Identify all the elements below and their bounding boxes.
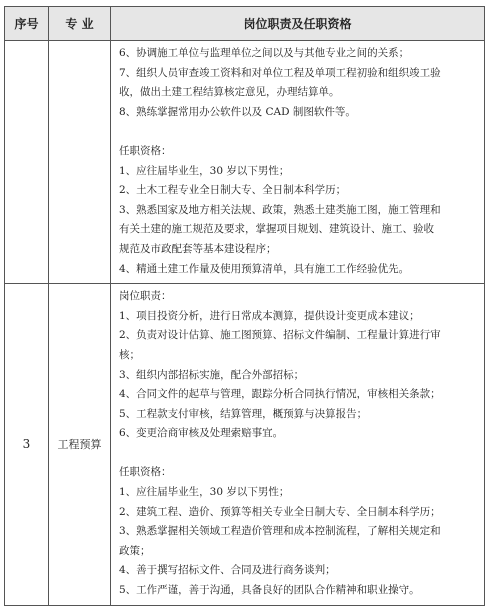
blank-line <box>119 122 478 142</box>
row1-major-cell <box>49 41 111 284</box>
text-line: 任职资格： <box>119 144 172 157</box>
row1-content-cell <box>111 41 485 284</box>
text-line: 收，做出土建工程结算核定意见，办理结算单。 <box>119 86 340 99</box>
text-line: 岗位职责： <box>119 290 172 303</box>
text-line: 6、变更洽商审核及处理索赔事宜。 <box>119 427 284 440</box>
text-line: 5、工作严谨，善于沟通，具备良好的团队合作精神和职业操守。 <box>119 584 420 597</box>
text-line: 4、合同文件的起草与管理，跟踪分析合同执行情况，审核相关条款； <box>119 388 441 401</box>
text-line: 3、组织内部招标实施，配合外部招标； <box>119 368 305 381</box>
text-line: 5、工程款支付审核，结算管理，概预算与决算报告； <box>119 407 368 420</box>
text-line: 3、熟悉掌握相关领域工程造价管理和成本控制流程，了解相关规定和 <box>119 525 441 538</box>
text-line: 4、精通土建工作量及使用预算清单，具有施工工作经验优先。 <box>119 262 410 275</box>
text-line: 2、土木工程专业全日制大专、全日制本科学历； <box>119 184 347 197</box>
text-line: 6、协调施工单位与监理单位之间以及与其他专业之间的关系； <box>119 47 410 59</box>
row2-major-cell: 工程预算 <box>49 284 111 606</box>
text-line: 政策； <box>119 544 151 557</box>
table-header-row <box>5 7 485 41</box>
text-line: 3、熟悉国家及地方相关法规、政策，熟悉土建类施工图，施工管理和 <box>119 203 441 216</box>
text-line: 4、善于撰写招标文件、合同及进行商务谈判； <box>119 564 336 577</box>
header-number: 序号 <box>5 7 49 41</box>
table-row <box>5 41 485 284</box>
text-line: 核； <box>119 348 140 361</box>
text-line: 1、应往届毕业生，30 岁以下男性； <box>119 164 290 177</box>
text-line: 2、负责对设计估算、施工图预算、招标文件编制、工程量计算进行审 <box>119 329 441 342</box>
text-line: 有关土建的施工规范及要求，掌握项目规划、建筑设计、施工、验收 <box>119 223 434 236</box>
header-major: 专 业 <box>49 7 111 41</box>
job-requirements-table <box>4 6 485 606</box>
header-duties: 岗位职责及任职资格 <box>111 7 485 41</box>
text-line: 7、组织人员审查竣工资料和对单位工程及单项工程初验和组织竣工验 <box>119 66 441 79</box>
row2-number-cell: 3 <box>5 284 49 606</box>
text-line: 1、应往届毕业生，30 岁以下男性； <box>119 486 290 499</box>
row1-number-cell <box>5 41 49 284</box>
text-line: 1、项目投资分析，进行日常成本测算，提供设计变更成本建议； <box>119 309 420 322</box>
text-line: 任职资格： <box>119 466 172 479</box>
blank-line <box>119 444 478 464</box>
text-line: 8、熟练掌握常用办公软件以及 CAD 制图软件等。 <box>119 105 356 118</box>
text-line: 规范及市政配套等基本建设程序； <box>119 242 277 255</box>
text-line: 2、建筑工程、造价、预算等相关专业全日制大专、全日制本科学历； <box>119 505 441 518</box>
